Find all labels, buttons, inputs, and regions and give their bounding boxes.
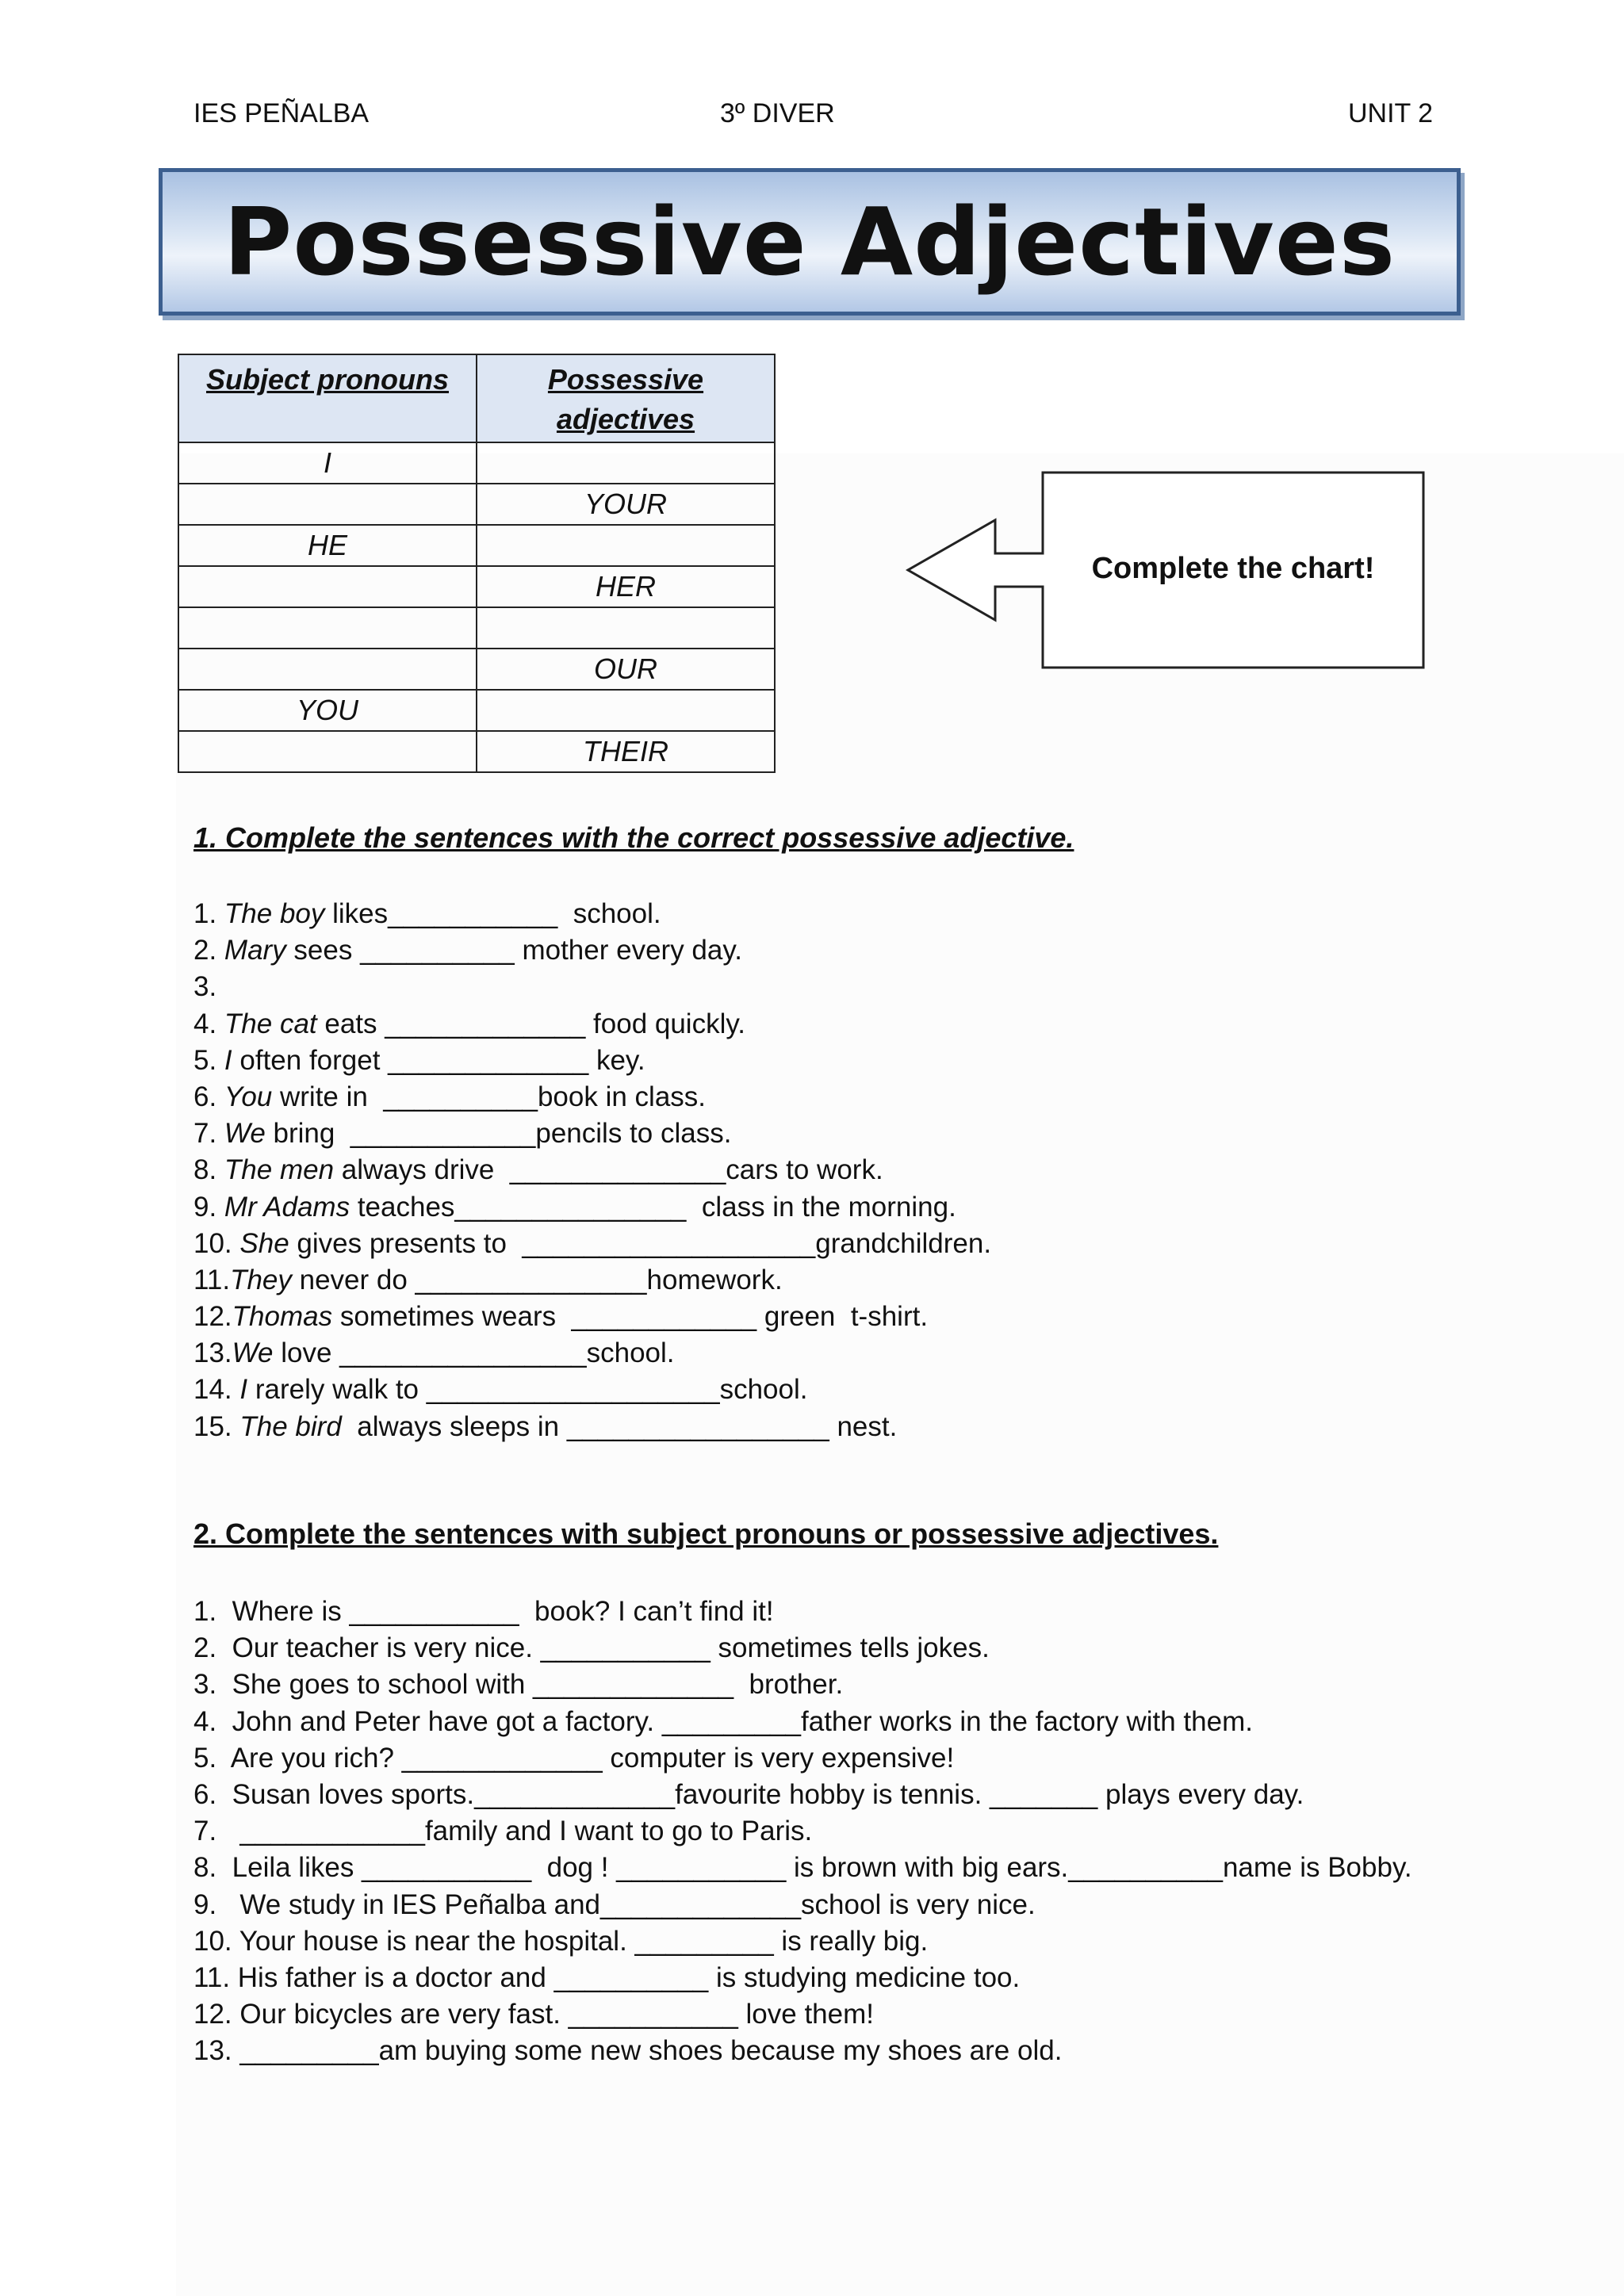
exercise1-item-rest: sees __________ mother every day. <box>285 935 742 966</box>
exercise2-item: 10. Your house is near the hospital. _________ is really big. <box>193 1925 929 1957</box>
chart-cell-subject: HE <box>178 525 477 566</box>
chart-cell-subject: YOU <box>178 690 477 731</box>
chart-cell-possessive: YOUR <box>477 484 775 525</box>
exercise1-item <box>193 1262 991 1299</box>
exercise1-item-rest: love ________________school. <box>273 1337 675 1369</box>
exercise1-item-rest: always drive ______________cars to work. <box>334 1154 883 1186</box>
exercise1-item <box>193 1299 991 1335</box>
exercise1-item-rest: eats _____________ food quickly. <box>316 1008 745 1039</box>
chart-cell-possessive: HER <box>477 566 775 607</box>
exercise1-item-num: 13. <box>193 1337 232 1369</box>
chart-header-subject: Subject pronouns <box>178 354 477 442</box>
exercise1-item-num: 3. <box>193 971 217 1003</box>
chart-row <box>178 442 775 484</box>
exercise1-item-rest: sometimes wears ____________ green t-shirt. <box>332 1301 929 1333</box>
exercise2-item: 2. Our teacher is very nice. ___________ sometimes tells jokes. <box>193 1632 990 1664</box>
chart-row <box>178 731 775 772</box>
exercise1-item-rest: bring ____________pencils to class. <box>265 1118 732 1150</box>
exercise1-item-rest: often forget _____________ key. <box>232 1044 645 1076</box>
exercise1-item-subj: I <box>239 1374 248 1406</box>
chart-cell-possessive: THEIR <box>477 731 775 772</box>
exercise1-item-rest: rarely walk to ___________________school. <box>247 1374 808 1406</box>
exercise1-item-num: 2. <box>193 935 224 966</box>
exercise1-item <box>193 1043 991 1079</box>
exercise1-title: 1. Complete the sentences with the correct possessive adjective. <box>193 821 1074 854</box>
chart-row <box>178 484 775 525</box>
exercise1-item-num: 8. <box>193 1154 224 1186</box>
exercise1-item <box>193 1115 991 1152</box>
chart-header-possessive: Possessive adjectives <box>477 354 775 442</box>
exercise1-item <box>193 1152 991 1188</box>
exercise1-item-num: 4. <box>193 1008 224 1039</box>
exercise1-item-rest: teaches_______________ class in the morning. <box>350 1191 956 1223</box>
chart-row <box>178 525 775 566</box>
chart-cell-subject <box>178 731 477 772</box>
exercise2-item: 12. Our bicycles are very fast. ___________ love them! <box>193 1999 874 2030</box>
exercise1-item-subj: Mary <box>224 935 286 966</box>
exercise2-item: 1. Where is ___________ book? I can’t find it! <box>193 1596 774 1627</box>
exercise1-item <box>193 932 991 969</box>
chart-cell-possessive: OUR <box>477 649 775 690</box>
chart-cell-possessive <box>477 690 775 731</box>
exercise1-item-subj: The bird <box>239 1410 342 1442</box>
exercise1-item-subj: Thomas <box>232 1301 333 1333</box>
exercise1-list <box>193 896 991 1445</box>
exercise1-item-num: 10. <box>193 1227 240 1259</box>
exercise2-item: 3. She goes to school with _____________ brother. <box>193 1669 844 1701</box>
exercise2-list <box>193 1594 1412 2069</box>
exercise2-item: 13. _________am buying some new shoes because my shoes are old. <box>193 2035 1063 2067</box>
exercise1-item-num: 15. <box>193 1410 240 1442</box>
page-title: Possessive Adjectives <box>223 187 1396 297</box>
exercise1-item-subj: They <box>230 1264 292 1295</box>
exercise1-item <box>193 1079 991 1115</box>
exercise2-item: 8. Leila likes ___________ dog ! ___________ is brown with big ears.__________name is Bobby. <box>193 1852 1412 1884</box>
exercise1-item-num: 1. <box>193 898 224 929</box>
exercise1-item-subj: Mr Adams <box>224 1191 350 1223</box>
exercise1-item <box>193 1372 991 1408</box>
exercise1-item-subj: The boy <box>224 898 325 929</box>
course-name: 3º DIVER <box>720 98 835 128</box>
exercise1-item-num: 11. <box>193 1264 231 1295</box>
exercise1-item-rest: always sleeps in _________________ nest. <box>341 1410 898 1442</box>
exercise1-item <box>193 896 991 932</box>
chart-cell-subject: I <box>178 442 477 484</box>
exercise1-item-num: 12. <box>193 1301 232 1333</box>
exercise1-item <box>193 969 991 1005</box>
exercise2-item: 5. Are you rich? _____________ computer is very expensive! <box>193 1742 955 1774</box>
exercise2-title: 2. Complete the sentences with subject pronouns or possessive adjectives. <box>193 1517 1219 1550</box>
exercise1-item-subj: The cat <box>224 1008 317 1039</box>
exercise1-item-num: 14. <box>193 1374 240 1406</box>
exercise1-item <box>193 1335 991 1372</box>
exercise1-item <box>193 1409 991 1445</box>
chart-row <box>178 566 775 607</box>
exercise2-item: 11. His father is a doctor and __________ is studying medicine too. <box>193 1961 1021 1993</box>
chart-cell-subject <box>178 607 477 649</box>
exercise1-item-subj: The men <box>224 1154 335 1186</box>
exercise1-item-rest: never do _______________homework. <box>291 1264 783 1295</box>
exercise2-item: 7. ____________family and I want to go to Paris. <box>193 1816 813 1847</box>
exercise1-item-rest: write in __________book in class. <box>272 1081 707 1112</box>
exercise1-item <box>193 1226 991 1262</box>
pronoun-chart <box>178 354 776 773</box>
chart-row <box>178 607 775 649</box>
callout-text: Complete the chart! <box>1091 551 1375 585</box>
chart-cell-subject <box>178 484 477 525</box>
chart-cell-possessive <box>477 442 775 484</box>
chart-cell-possessive <box>477 607 775 649</box>
exercise1-item-subj: We <box>232 1337 274 1369</box>
exercise2-item: 6. Susan loves sports._____________favourite hobby is tennis. _______ plays every day. <box>193 1778 1304 1810</box>
exercise1-item-rest: likes___________ school. <box>324 898 661 929</box>
title-banner <box>159 168 1461 316</box>
exercise2-item: 4. John and Peter have got a factory. _________father works in the factory with them. <box>193 1705 1253 1737</box>
chart-row <box>178 649 775 690</box>
exercise1-item-subj: I <box>224 1044 232 1076</box>
chart-cell-possessive <box>477 525 775 566</box>
exercise1-item-num: 5. <box>193 1044 224 1076</box>
exercise1-item-num: 6. <box>193 1081 224 1112</box>
exercise1-item-num: 7. <box>193 1118 224 1150</box>
exercise1-item-subj: You <box>224 1081 273 1112</box>
chart-cell-subject <box>178 566 477 607</box>
chart-cell-subject <box>178 649 477 690</box>
exercise1-item-num: 9. <box>193 1191 224 1223</box>
chart-row <box>178 690 775 731</box>
exercise1-item <box>193 1006 991 1043</box>
school-name: IES PEÑALBA <box>193 98 370 128</box>
exercise1-item-subj: She <box>239 1227 289 1259</box>
exercise1-item-subj: We <box>224 1118 266 1150</box>
exercise1-item-rest: gives presents to ___________________grandchildren. <box>289 1227 992 1259</box>
unit-label: UNIT 2 <box>1348 98 1434 128</box>
exercise2-item: 9. We study in IES Peñalba and_____________school is very nice. <box>193 1888 1036 1920</box>
exercise1-item <box>193 1189 991 1226</box>
